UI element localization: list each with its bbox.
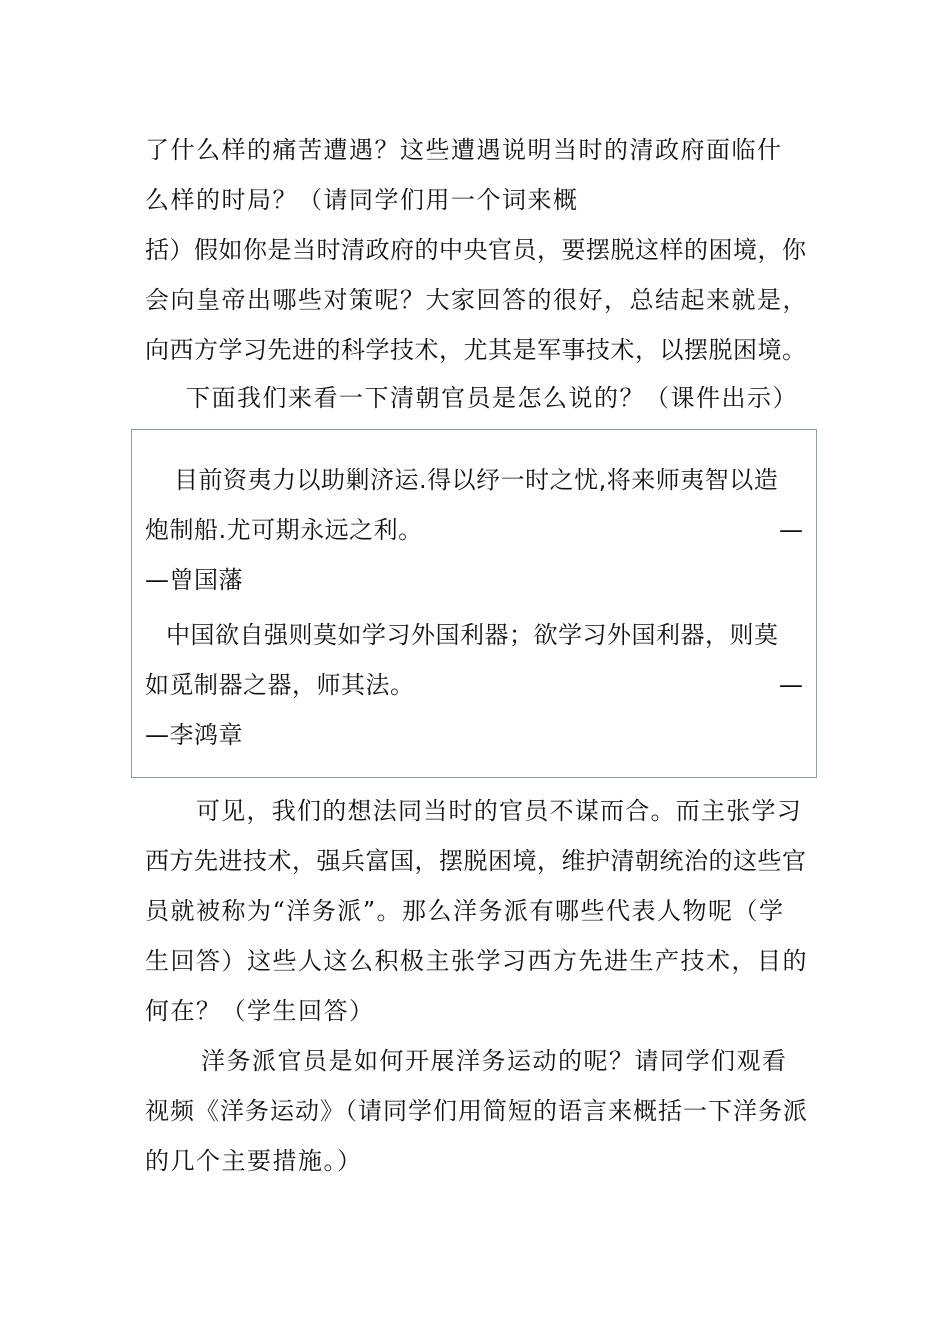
paragraph-3-line-5: 何在？（学生回答）: [145, 997, 375, 1025]
paragraph-2-line-1: 下面我们来看一下清朝官员是怎么说的？（课件出示）: [186, 384, 798, 412]
paragraph-4-line-1: 洋务派官员是如何开展洋务运动的呢？请同学们观看: [201, 1047, 788, 1075]
quote-1-line-1: 目前资夷力以助剿济运.得以纾一时之忧,将来师夷智以造: [174, 466, 779, 494]
paragraph-4-line-2: 视频《洋务运动》（请同学们用简短的语言来概括一下洋务派: [145, 1097, 808, 1125]
paragraph-3-line-4: 生回答）这些人这么积极主张学习西方先进生产技术，目的: [145, 947, 808, 975]
paragraph-3-line-2: 西方先进技术，强兵富国，摆脱困境，维护清朝统治的这些官: [145, 847, 807, 875]
paragraph-1-line-5: 向西方学习先进的科学技术，尤其是军事技术，以摆脱困境。: [145, 336, 807, 364]
paragraph-4-line-3: 的几个主要措施。）: [145, 1147, 363, 1175]
paragraph-3-line-1: 可见，我们的想法同当时的官员不谋而合。而主张学习: [196, 797, 802, 825]
paragraph-1-line-1: 了什么样的痛苦遭遇？这些遭遇说明当时的清政府面临什: [145, 136, 783, 164]
quote-1-line-2: 炮制船.尤可期永远之利。: [145, 516, 423, 544]
quote-2-line-1: 中国欲自强则莫如学习外国利器；欲学习外国利器，则莫: [166, 621, 779, 649]
quote-1-dash: —: [779, 516, 803, 544]
quote-2-author: —李鸿章: [145, 721, 243, 749]
quote-1-author: —曾国藩: [145, 566, 243, 594]
quote-2-dash: —: [779, 671, 803, 699]
quote-2-line-2: 如觅制器之器，师其法。: [145, 671, 415, 699]
paragraph-1-line-4: 会向皇帝出哪些对策呢？大家回答的很好，总结起来就是，: [145, 286, 808, 314]
paragraph-1-line-3: 括）假如你是当时清政府的中央官员，要摆脱这样的困境，你: [145, 236, 807, 264]
paragraph-1-line-2: 么样的时局？（请同学们用一个词来概: [145, 186, 579, 214]
paragraph-3-line-3: 员就被称为“洋务派”。那么洋务派有哪些代表人物呢（学: [145, 897, 785, 925]
